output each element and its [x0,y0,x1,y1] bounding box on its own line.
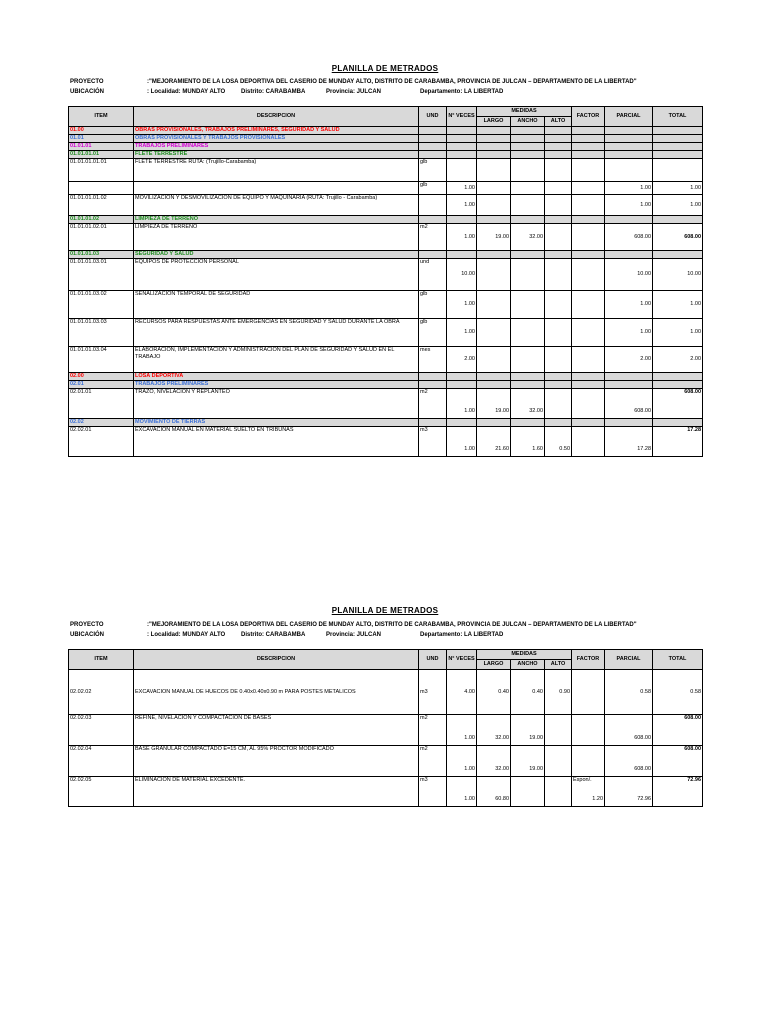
table-row [69,347,703,373]
empty-cell [477,251,511,259]
empty-cell [511,216,545,224]
alto-cell [545,291,572,319]
factor-cell [572,347,605,373]
veces-cell: 10.00 [447,259,477,291]
ancho-cell [511,182,545,195]
unit-cell: m2 [419,715,447,746]
section-row [69,381,703,389]
empty-cell [419,419,447,427]
table-row [69,159,703,182]
alto-cell [545,715,572,746]
unit-cell: glb [419,159,447,182]
col-alto: ALTO [545,117,572,127]
empty-cell [511,127,545,135]
parcial-cell: 608.00 [605,389,653,419]
item-description: OBRAS PROVISIONALES Y TRABAJOS PROVISIONALES [134,135,419,143]
ancho-cell [511,259,545,291]
item-description: OBRAS PROVISIONALES, TRABAJOS PRELIMINARES, SEGURIDAD Y SALUD [134,127,419,135]
largo-cell: 32.00 [477,746,511,777]
largo-cell: 0.40 [477,670,511,715]
table-row [69,427,703,457]
item-code: 01.01.01.01.02 [69,195,134,216]
localidad: : Localidad: MUNDAY ALTO [147,632,226,638]
localidad: : Localidad: MUNDAY ALTO [147,89,226,95]
item-code: 01.01.01.03.02 [69,291,134,319]
empty-cell [447,251,477,259]
empty-cell [447,419,477,427]
parcial-cell: 608.00 [605,224,653,251]
factor-cell [572,427,605,457]
empty-cell [572,216,605,224]
parcial-cell: 608.00 [605,746,653,777]
factor-cell [572,224,605,251]
ancho-cell [511,347,545,373]
empty-cell [572,143,605,151]
ancho-cell [511,195,545,216]
item-code: 02.01 [69,381,134,389]
veces-cell: 1.00 [447,389,477,419]
alto-cell [545,319,572,347]
parcial-cell: 1.00 [605,291,653,319]
ancho-cell [511,159,545,182]
departamento: Departamento: LA LIBERTAD [420,89,504,95]
item-code: 02.02.02 [69,670,134,715]
item-description: TRABAJOS PRELIMINARES [134,143,419,151]
total-cell: 0.58 [653,670,703,715]
empty-cell [572,381,605,389]
alto-cell [545,195,572,216]
unit-cell: m3 [419,427,447,457]
empty-cell [447,216,477,224]
item-description: SEÑALIZACION TEMPORAL DE SEGURIDAD [134,291,419,319]
empty-cell [419,216,447,224]
factor-cell [572,715,605,746]
empty-cell [447,143,477,151]
parcial-cell: 1.00 [605,182,653,195]
section-row [69,135,703,143]
col-parcial: PARCIAL [605,107,653,127]
ancho-cell: 32.00 [511,389,545,419]
item-description: EQUIPOS DE PROTECCION PERSONAL [134,259,419,291]
empty-cell [653,381,703,389]
empty-cell [419,143,447,151]
empty-cell [511,381,545,389]
col-total: TOTAL [653,107,703,127]
col-alto: ALTO [545,660,572,670]
largo-cell [477,259,511,291]
empty-cell [545,373,572,381]
col-descripcion: DESCRIPCION [134,107,419,127]
col-total: TOTAL [653,650,703,670]
empty-cell [545,143,572,151]
empty-cell [572,373,605,381]
col-veces: N° VECES [447,107,477,127]
veces-cell [447,159,477,182]
veces-cell: 4.00 [447,670,477,715]
item-description: MOVILIZACION Y DESMOVILIZACION DE EQUIPO Y MAQUINARIA (RUTA: Trujillo - Carabamba) [134,195,419,216]
departamento: Departamento: LA LIBERTAD [420,632,504,638]
item-description: ELIMINACIÓN DE MATERIAL EXCEDENTE. [134,777,419,807]
empty-cell [477,381,511,389]
total-cell: 17.28 [653,427,703,457]
empty-cell [447,135,477,143]
col-factor: FACTOR [572,650,605,670]
item-code: 01.01.01.03.03 [69,319,134,347]
empty-cell [605,373,653,381]
empty-cell [653,143,703,151]
unit-cell: m2 [419,746,447,777]
empty-cell [419,151,447,159]
item-code: 01.01.01.03 [69,251,134,259]
largo-cell [477,195,511,216]
empty-cell [545,251,572,259]
empty-cell [605,127,653,135]
ancho-cell: 0.40 [511,670,545,715]
table-row [69,670,703,715]
ancho-cell: 19.00 [511,746,545,777]
empty-cell [447,151,477,159]
empty-cell [545,216,572,224]
veces-cell: 1.00 [447,427,477,457]
table-row [69,259,703,291]
table-row [69,224,703,251]
item-description: RECURSOS PARA RESPUESTAS ANTE EMERGENCIAS EN SEGURIDAD Y SALUD DURANTE LA OBRA [134,319,419,347]
alto-cell [545,159,572,182]
total-cell: 608.00 [653,715,703,746]
factor-cell [572,291,605,319]
largo-cell: 21.60 [477,427,511,457]
parcial-cell: 1.00 [605,195,653,216]
col-medidas: MEDIDAS [477,650,572,660]
item-code: 01.01.01 [69,143,134,151]
col-parcial: PARCIAL [605,650,653,670]
col-item: ITEM [69,650,134,670]
empty-cell [653,373,703,381]
veces-cell: 1.00 [447,291,477,319]
factor-cell [572,389,605,419]
item-description: LIMPIEZA DE TERRENO [134,224,419,251]
empty-cell [477,127,511,135]
alto-cell [545,259,572,291]
empty-cell [605,151,653,159]
sheet-title: PLANILLA DE METRADOS [331,606,439,615]
empty-cell [653,135,703,143]
empty-cell [447,381,477,389]
alto-cell [545,746,572,777]
largo-cell: 19.00 [477,389,511,419]
empty-cell [572,127,605,135]
parcial-cell: 0.58 [605,670,653,715]
veces-cell: 1.00 [447,319,477,347]
empty-cell [605,251,653,259]
parcial-cell: 17.28 [605,427,653,457]
alto-cell [545,347,572,373]
metrados-table-2 [68,649,703,807]
empty-cell [419,373,447,381]
total-cell: 608.00 [653,746,703,777]
empty-cell [511,135,545,143]
ancho-cell: 32.00 [511,224,545,251]
item-description: EXCAVACION MANUAL DE HUECOS DE 0.40x0.40x0.90 m PARA POSTES METALICOS [134,670,419,715]
empty-cell [477,143,511,151]
empty-cell [605,419,653,427]
item-code: 01.01.01.01 [69,151,134,159]
item-code: 01.01 [69,135,134,143]
section-row [69,216,703,224]
parcial-cell: 10.00 [605,259,653,291]
empty-cell [511,143,545,151]
veces-cell: 1.00 [447,715,477,746]
empty-cell [605,216,653,224]
item-code: 01.01.01.02.01 [69,224,134,251]
item-description: TRABAJOS PRELIMINARES [134,381,419,389]
col-largo: LARGO [477,117,511,127]
item-code [69,182,134,195]
factor-cell [572,195,605,216]
alto-cell [545,224,572,251]
item-code: 02.02.05 [69,777,134,807]
empty-cell [605,135,653,143]
proyecto-label: PROYECTO [70,79,104,85]
col-factor: FACTOR [572,107,605,127]
item-code: 02.00 [69,373,134,381]
item-description: EXCAVACION MANUAL EN MATERIAL SUELTO EN TRIBUNAS [134,427,419,457]
col-item: ITEM [69,107,134,127]
unit-cell: m3 [419,670,447,715]
total-cell [653,159,703,182]
total-cell: 1.00 [653,182,703,195]
factor-cell [572,259,605,291]
alto-cell [545,389,572,419]
section-row [69,151,703,159]
factor-cell [572,159,605,182]
factor-cell [572,319,605,347]
alto-cell: 0.50 [545,427,572,457]
empty-cell [419,381,447,389]
empty-cell [653,127,703,135]
largo-cell: 60.80 [477,777,511,807]
item-description: FLETE TERRESTRE [134,151,419,159]
parcial-cell: 72.96 [605,777,653,807]
item-description: MOVIMIENTO DE TIERRAS [134,419,419,427]
item-description: SEGURIDAD Y SALUD [134,251,419,259]
distrito: Distrito: CARABAMBA [241,89,306,95]
veces-cell: 1.00 [447,195,477,216]
veces-cell: 1.00 [447,182,477,195]
total-cell: 608.00 [653,389,703,419]
col-largo: LARGO [477,660,511,670]
empty-cell [653,419,703,427]
alto-cell [545,182,572,195]
empty-cell [477,135,511,143]
empty-cell [545,381,572,389]
item-description: FLETE TERRESTRE RUTA: (Trujillo-Carabamba) [134,159,419,182]
empty-cell [653,251,703,259]
alto-cell [545,777,572,807]
largo-cell [477,347,511,373]
ancho-cell [511,319,545,347]
table-row [69,777,703,807]
largo-cell: 19.00 [477,224,511,251]
veces-cell: 2.00 [447,347,477,373]
total-cell: 608.00 [653,224,703,251]
unit-cell: glb [419,291,447,319]
empty-cell [477,419,511,427]
item-code: 02.02.04 [69,746,134,777]
empty-cell [653,216,703,224]
largo-cell [477,319,511,347]
item-code: 02.01.01 [69,389,134,419]
item-code: 02.02 [69,419,134,427]
unit-cell: m2 [419,224,447,251]
proyecto-value: :"MEJORAMIENTO DE LA LOSA DEPORTIVA DEL CASERIO DE MUNDAY ALTO, DISTRITO DE CARABAMBA, PROVINCIA DE JULCAN – DEPARTAMENTO DE LA LIBERTAD" [147,79,637,85]
table-row [69,195,703,216]
col-und: UND [419,650,447,670]
empty-cell [545,419,572,427]
ancho-cell: 19.00 [511,715,545,746]
unit-cell: m3 [419,777,447,807]
veces-cell: 1.00 [447,746,477,777]
sheet-title: PLANILLA DE METRADOS [331,64,439,73]
largo-cell: 32.00 [477,715,511,746]
item-code: 01.01.01.02 [69,216,134,224]
empty-cell [511,151,545,159]
section-row [69,419,703,427]
metrados-table-1 [68,106,703,457]
table-row [69,746,703,777]
parcial-cell: 608.00 [605,715,653,746]
empty-cell [605,143,653,151]
unit-cell: glb [419,182,447,195]
total-cell: 1.00 [653,195,703,216]
largo-cell [477,182,511,195]
col-und: UND [419,107,447,127]
col-descripcion: DESCRIPCION [134,650,419,670]
empty-cell [545,127,572,135]
section-row [69,143,703,151]
total-cell: 1.00 [653,319,703,347]
ubicacion-label: UBICACIÓN [70,89,104,95]
section-row [69,127,703,135]
ubicacion-label: UBICACIÓN [70,632,104,638]
unit-cell: m2 [419,389,447,419]
ancho-cell: 1.60 [511,427,545,457]
item-description: ELABORACIÓN, IMPLEMENTACIÓN Y ADMINISTRACIÓN DEL PLAN DE SEGURIDAD Y SALUD EN EL TRABAJO [134,347,419,373]
empty-cell [572,419,605,427]
item-code: 01.01.01.03.04 [69,347,134,373]
empty-cell [477,151,511,159]
unit-cell [419,195,447,216]
total-cell: 10.00 [653,259,703,291]
unit-cell: und [419,259,447,291]
factor-cell [572,182,605,195]
empty-cell [419,135,447,143]
factor-label: Espon/. [573,777,592,783]
item-description: LIMPIEZA DE TERRENO [134,216,419,224]
ancho-cell [511,291,545,319]
proyecto-value: :"MEJORAMIENTO DE LA LOSA DEPORTIVA DEL CASERIO DE MUNDAY ALTO, DISTRITO DE CARABAMBA, PROVINCIA DE JULCAN – DEPARTAMENTO DE LA LIBERTAD" [147,622,637,628]
distrito: Distrito: CARABAMBA [241,632,306,638]
proyecto-label: PROYECTO [70,622,104,628]
item-code: 02.02.03 [69,715,134,746]
empty-cell [447,127,477,135]
item-description: BASE GRANULAR COMPACTADO E=15 CM, AL 95% PROCTOR MODIFICADO [134,746,419,777]
empty-cell [572,151,605,159]
parcial-cell: 1.00 [605,319,653,347]
empty-cell [477,216,511,224]
col-ancho: ANCHO [511,660,545,670]
empty-cell [419,127,447,135]
item-code: 01.01.01.01.01 [69,159,134,182]
table-row [69,319,703,347]
section-row [69,251,703,259]
factor-cell [572,670,605,715]
section-row [69,373,703,381]
total-cell: 2.00 [653,347,703,373]
item-code: 01.00 [69,127,134,135]
empty-cell [545,135,572,143]
largo-cell [477,291,511,319]
empty-cell [572,251,605,259]
table-row [69,182,703,195]
table-row [69,389,703,419]
veces-cell: 1.00 [447,224,477,251]
factor-value: 1.20 [592,796,604,802]
empty-cell [447,373,477,381]
empty-cell [511,373,545,381]
provincia: Provincia: JULCAN [326,89,382,95]
factor-cell [572,777,605,807]
largo-cell [477,159,511,182]
factor-cell [572,746,605,777]
unit-cell: mes [419,347,447,373]
total-cell: 72.96 [653,777,703,807]
empty-cell [511,251,545,259]
empty-cell [511,419,545,427]
unit-cell: glb [419,319,447,347]
ancho-cell [511,777,545,807]
alto-cell: 0.90 [545,670,572,715]
table-row [69,291,703,319]
item-description: REFINE, NIVELACION Y COMPACTACION DE BASES [134,715,419,746]
empty-cell [477,373,511,381]
empty-cell [572,135,605,143]
veces-cell: 1.00 [447,777,477,807]
empty-cell [653,151,703,159]
item-code: 01.01.01.03.01 [69,259,134,291]
item-description: TRAZO, NIVELACION Y REPLANTEO [134,389,419,419]
total-cell: 1.00 [653,291,703,319]
col-ancho: ANCHO [511,117,545,127]
empty-cell [545,151,572,159]
table-row [69,715,703,746]
item-description: LOSA DEPORTIVA [134,373,419,381]
col-medidas: MEDIDAS [477,107,572,117]
item-code: 02.02.01 [69,427,134,457]
item-description [134,182,419,195]
provincia: Provincia: JULCAN [326,632,382,638]
empty-cell [419,251,447,259]
col-veces: N° VECES [447,650,477,670]
parcial-cell [605,159,653,182]
parcial-cell: 2.00 [605,347,653,373]
empty-cell [605,381,653,389]
